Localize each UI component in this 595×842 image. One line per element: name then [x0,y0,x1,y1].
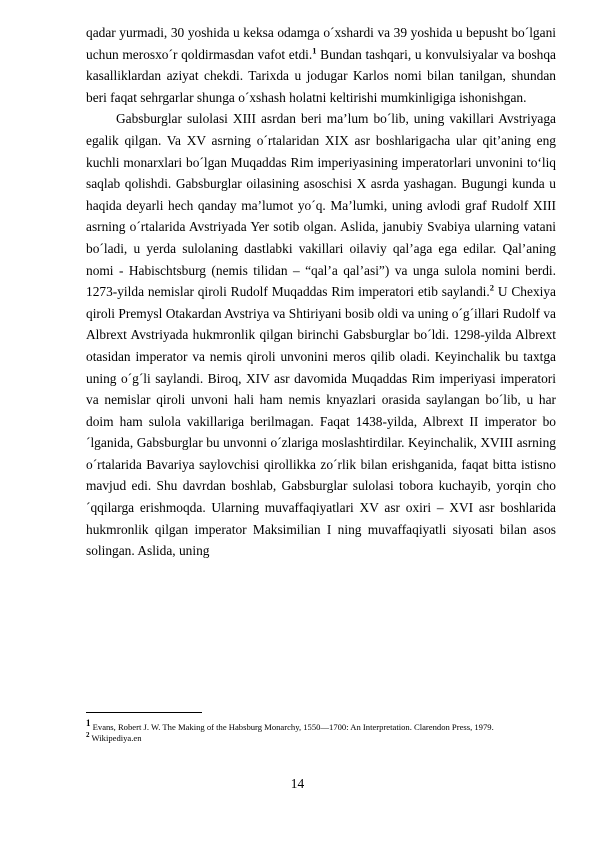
paragraph-continuation [86,22,556,108]
footnote-separator [86,712,202,713]
footnote-number: 2 [86,731,90,740]
paragraph-text: Bundan tashqari, u konvulsiyalar va boshqa kasalliklardan aziyat chekdi. Tarixda u jodugar Karlos nomi bilan tanilgan, shundan beri faqat sehrgarlar shunga o´xshash holatni keltirishi mumkinligiga ishonishgan. [86,46,556,105]
footnote-number: 1 [86,718,91,729]
footnote-1 [86,718,556,733]
footnote-text: Evans, Robert J. W. The Making of the Habsburg Monarchy, 1550—1700: An Interpretation. Clarendon Press, 1979. [90,722,494,732]
footnote-2 [86,733,556,744]
footnote-ref-1[interactable]: 1 [312,45,317,56]
body-text [86,22,556,562]
paragraph-text: U Chexiya qiroli Premysl Otakardan Avstriya va Shtiriyani bosib oldi va uning o´g´illari Rudolf va Albrext Avstriyada hukmronlik qilgan birinchi Gabsburglar bo´ldi. 1298-yilda Albrext otasidan imperator va nemis qiroli unvonini meros qilib oladi. Keyinchalik bu taxtga uning o´g´li saylandi. Biroq, XIV asr davomida Muqaddas Rim imperiyasi imperatori va nemislar qiroli unvoni hali ham nemis knyazlari orasida saylangan bo´lib, u har doim ham sulola vakillariga berilmagan. Faqat 1438-yilda, Albrext II imperator bo´lganida, Gabsburglar bu unvonni o´zlariga moslashtirdilar. Keyinchalik, XVIII asrning o´rtalarida Bavariya saylovchisi qirollikka zo´rlik bilan erishganida, faqat bitta istisno mavjud edi. Shu davrdan boshlab, Gabsburglar sulolasi tobora kuchayib, yorqin cho´qqilarga erishmoqda. Ularning muvaffaqiyatlari XV asr oxiri – XVI asr boshlarida hukmronlik qilgan imperator Maksimilian I ning muvaffaqiyatli siyosati bilan asos solingan. Aslida, uning [86,284,556,559]
footnote-ref-2[interactable]: 2 [489,282,495,293]
footnotes [86,718,556,744]
page-number: 14 [290,776,305,791]
footnote-text: Wikipediya.en [89,733,142,744]
paragraph-text: qadar yurmadi, 30 yoshida u keksa odamga o´xshardi va 39 yoshida u bepusht bo´lgani uchun merosxo´r qoldirmasdan vafot etdi. [86,25,556,62]
paragraph-text: Gabsburglar sulolasi XIII asrdan beri ma’lum bo´lib, uning vakillari Avstriyaga egalik qilgan. Va XV asrning o´rtalaridan XIX asr boshlarigacha ular qit’aning eng kuchli monarxlari bo´lgan Muqaddas Rim imperiyasining imperatorlari unvonini to‘liq saqlab qolishdi. Gabsburglar oilasining asoschisi X asrda yashagan. Bugungi kunda u haqida deyarli hech qanday ma’lumot yo´q. Ma’lumki, uning avlodi graf Rudolf XIII asrning o´rtalarida Avstriyada Yer sotib olgan. Aslida, janubiy Svabiya ularning vatani bo´ladi, u yerda sulolaning dastlabki vakillari oilaviy qal’aga ega edilar. Qal’aning nomi - Habischtsburg (nemis tilidan – “qal’a qal’asi”) va unga sulola nomini berdi. 1273-yilda nemislar qiroli Rudolf Muqaddas Rim imperatori etib saylandi. [86,111,556,300]
paragraph-gabsburglar [86,108,556,561]
